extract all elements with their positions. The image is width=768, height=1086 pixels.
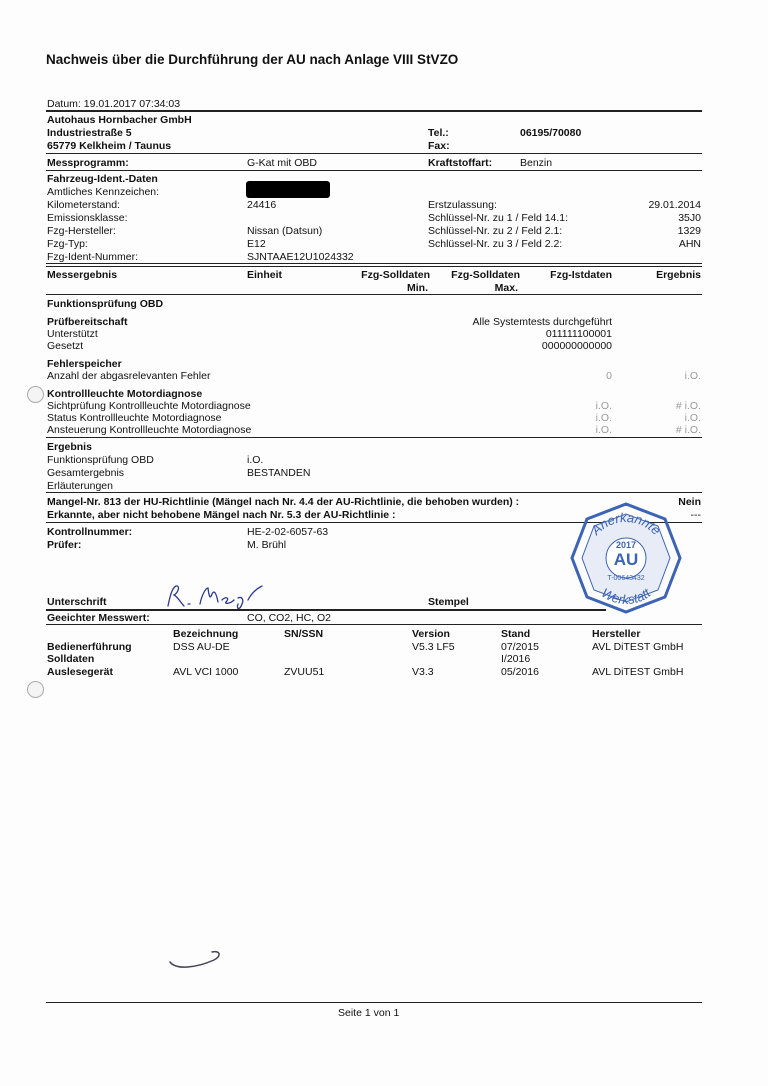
- kl-row-result: # i.O.: [675, 400, 701, 412]
- stempel-label: Stempel: [428, 596, 469, 608]
- divider: [46, 153, 702, 154]
- datum: Datum: 19.01.2017 07:34:03: [47, 98, 181, 110]
- pb-status: Alle Systemtests durchgeführt: [472, 316, 612, 328]
- stamp-year: 2017: [615, 540, 637, 550]
- obd-header: Funktionsprüfung OBD: [47, 298, 164, 310]
- eq-col-stand: Stand: [501, 628, 531, 640]
- eq-row-stand: 05/2016: [501, 666, 539, 678]
- eq-row-version: V5.3 LF5: [412, 641, 455, 653]
- unterstuetzt-value: 011111100001: [545, 328, 612, 340]
- kennzeichen-label: Amtliches Kennzeichen:: [47, 186, 160, 198]
- col-ergebnis: Ergebnis: [656, 269, 701, 281]
- maengel-line1-value: Nein: [678, 496, 701, 508]
- handwritten-signature: [162, 582, 272, 612]
- maengel-line2-value: ---: [690, 509, 701, 521]
- eq-row-sn: ZVUU51: [284, 666, 325, 678]
- company-name: Autohaus Hornbacher GmbH: [47, 114, 192, 126]
- eq-row-bezeichnung: DSS AU-DE: [173, 641, 230, 653]
- divider: [46, 492, 702, 493]
- key1-value: 35J0: [678, 212, 701, 224]
- tel-label: Tel.:: [428, 127, 449, 139]
- kontroll-value: HE-2-02-6057-63: [247, 526, 329, 538]
- ergebnis-obd-value: i.O.: [247, 454, 264, 466]
- footer-divider: [46, 1002, 702, 1003]
- eq-row-label: Bedienerführung: [47, 641, 132, 653]
- punch-hole: [27, 386, 44, 403]
- eq-row-hersteller: AVL DiTEST GmbH: [592, 666, 684, 678]
- col-einheit: Einheit: [247, 269, 283, 281]
- eq-col-bezeichnung: Bezeichnung: [173, 628, 239, 640]
- messprogramm-label: Messprogramm:: [47, 157, 129, 169]
- col-soll-min: Fzg-Solldaten: [361, 269, 430, 281]
- stamp-au: AU: [613, 550, 639, 569]
- km-label: Kilometerstand:: [47, 199, 120, 211]
- stamp-top-text: Anerkannte: [588, 509, 664, 538]
- fuel-label: Kraftstoffart:: [428, 157, 493, 169]
- ergebnis-obd-label: Funktionsprüfung OBD: [47, 454, 154, 466]
- type-label: Fzg-Typ:: [47, 238, 88, 250]
- pruefer-value: M. Brühl: [247, 539, 287, 551]
- eq-row-stand: I/2016: [501, 653, 531, 665]
- fs-result: i.O.: [684, 370, 701, 382]
- eq-row-version: V3.3: [412, 666, 434, 678]
- kl-row-result: i.O.: [684, 412, 701, 424]
- document-title: Nachweis über die Durchführung der AU nach Anlage VIII StVZO: [46, 52, 459, 67]
- eq-row-label: Auslesegerät: [47, 666, 113, 678]
- divider: [46, 437, 702, 438]
- vehicle-header: Fahrzeug-Ident.-Daten: [47, 173, 158, 185]
- eq-row-bezeichnung: AVL VCI 1000: [173, 666, 239, 678]
- redacted-plate: [246, 181, 330, 198]
- col-ist: Fzg-Istdaten: [550, 269, 612, 281]
- key2-value: 1329: [677, 225, 701, 237]
- key3-label: Schlüssel-Nr. zu 3 / Feld 2.2:: [428, 238, 563, 250]
- unterstuetzt-label: Unterstützt: [47, 328, 98, 340]
- col-soll-max-sub: Max.: [494, 282, 518, 294]
- fuel-value: Benzin: [520, 157, 553, 169]
- kl-row-label: Sichtprüfung Kontrollleuchte Motordiagnose: [47, 400, 251, 412]
- messwert-value: CO, CO2, HC, O2: [247, 612, 332, 624]
- km-value: 24416: [247, 199, 277, 211]
- fax-label: Fax:: [428, 140, 450, 152]
- punch-hole: [27, 681, 44, 698]
- vin-label: Fzg-Ident-Nummer:: [47, 251, 139, 263]
- kl-header: Kontrollleuchte Motordiagnose: [47, 388, 203, 400]
- fs-label: Anzahl der abgasrelevanten Fehler: [47, 370, 211, 382]
- staple-mark: [166, 942, 226, 972]
- pruefer-label: Prüfer:: [47, 539, 82, 551]
- stamp-number: T-00643432: [607, 575, 645, 582]
- eq-row-stand: 07/2015: [501, 641, 539, 653]
- emission-label: Emissionsklasse:: [47, 212, 128, 224]
- eq-row-label: Solldaten: [47, 653, 95, 665]
- type-value: E12: [247, 238, 266, 250]
- fs-header: Fehlerspeicher: [47, 358, 122, 370]
- vin-value: SJNTAAE12U1024332: [247, 251, 354, 263]
- eq-col-sn: SN/SSN: [284, 628, 324, 640]
- key2-label: Schlüssel-Nr. zu 2 / Feld 2.1:: [428, 225, 563, 237]
- kl-row-value: i.O.: [595, 424, 612, 436]
- ez-value: 29.01.2014: [648, 199, 701, 211]
- company-street: Industriestraße 5: [47, 127, 132, 139]
- eq-row-hersteller: AVL DiTEST GmbH: [592, 641, 684, 653]
- stamp-bottom-text: Werkstatt: [598, 585, 654, 608]
- ergebnis-header: Ergebnis: [47, 441, 92, 453]
- kl-row-result: # i.O.: [675, 424, 701, 436]
- kl-row-value: i.O.: [595, 412, 612, 424]
- erl-label: Erläuterungen: [47, 480, 113, 492]
- kl-row-value: i.O.: [595, 400, 612, 412]
- eq-col-version: Version: [412, 628, 450, 640]
- tel-value: 06195/70080: [520, 127, 582, 139]
- ez-label: Erstzulassung:: [428, 199, 497, 211]
- divider: [46, 609, 606, 611]
- messprogramm-value: G-Kat mit OBD: [247, 157, 318, 169]
- eq-col-hersteller: Hersteller: [592, 628, 641, 640]
- messwert-label: Geeichter Messwert:: [47, 612, 150, 624]
- gesamt-value: BESTANDEN: [247, 467, 311, 479]
- divider: [46, 624, 702, 625]
- pb-header: Prüfbereitschaft: [47, 316, 128, 328]
- signature-label: Unterschrift: [47, 596, 107, 608]
- divider: [46, 266, 702, 267]
- maker-label: Fzg-Hersteller:: [47, 225, 116, 237]
- gesamt-label: Gesamtergebnis: [47, 467, 125, 479]
- divider: [46, 110, 702, 112]
- au-stamp: [566, 498, 686, 620]
- maker-value: Nissan (Datsun): [247, 225, 323, 237]
- col-soll-max: Fzg-Solldaten: [451, 269, 520, 281]
- maengel-line2: Erkannte, aber nicht behobene Mängel nach Nr. 5.3 der AU-Richtlinie :: [47, 509, 396, 521]
- company-city: 65779 Kelkheim / Taunus: [47, 140, 172, 152]
- kl-row-label: Ansteuerung Kontrollleuchte Motordiagnose: [47, 424, 252, 436]
- divider: [46, 294, 702, 295]
- kl-row-label: Status Kontrollleuchte Motordiagnose: [47, 412, 222, 424]
- kontroll-label: Kontrollnummer:: [47, 526, 133, 538]
- col-soll-min-sub: Min.: [407, 282, 428, 294]
- gesetzt-value: 000000000000: [541, 340, 612, 352]
- key3-value: AHN: [678, 238, 701, 250]
- gesetzt-label: Gesetzt: [47, 340, 84, 352]
- divider: [46, 263, 702, 264]
- fs-value: 0: [606, 370, 612, 382]
- divider: [46, 170, 702, 171]
- page-number: Seite 1 von 1: [338, 1007, 400, 1019]
- key1-label: Schlüssel-Nr. zu 1 / Feld 14.1:: [428, 212, 569, 224]
- col-messergebnis: Messergebnis: [47, 269, 118, 281]
- maengel-line1: Mangel-Nr. 813 der HU-Richtlinie (Mängel nach Nr. 4.4 der AU-Richtlinie, die behoben wurden) :: [47, 496, 520, 508]
